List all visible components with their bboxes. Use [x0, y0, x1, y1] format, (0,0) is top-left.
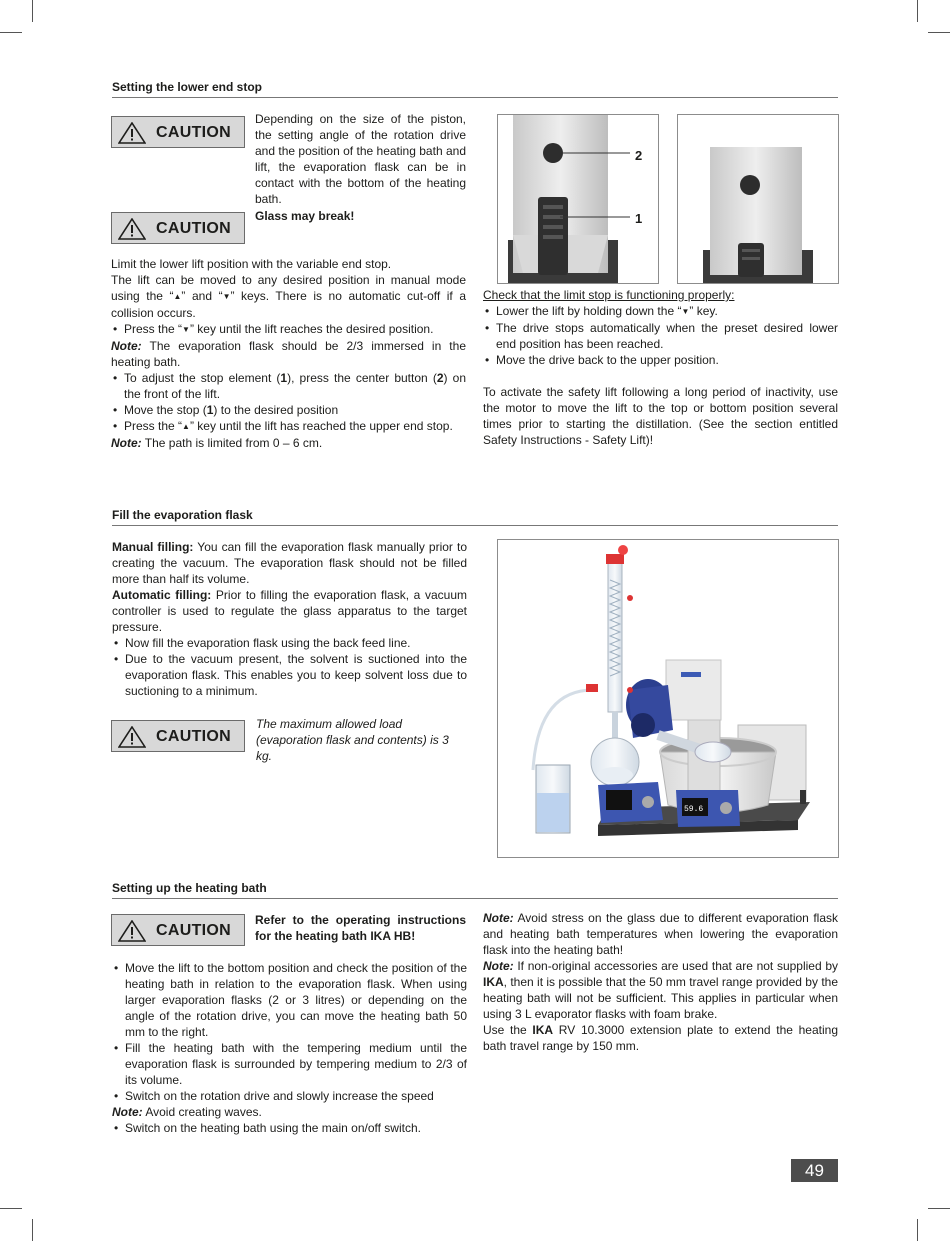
crop-mark [917, 0, 918, 22]
lift-stop-photo [497, 114, 659, 284]
heating-bath-caution-text: Refer to the operating instructions for the heating bath IKA HB! [255, 913, 466, 943]
glass-warning: Glass may break! [255, 209, 355, 223]
check-heading: Check that the limit stop is functioning properly: [483, 288, 735, 302]
figure-label-1: 1 [635, 211, 643, 226]
paragraph: Limit the lower lift position with the variable end stop. [111, 257, 392, 271]
section-title-lower-end-stop: Setting the lower end stop [112, 80, 838, 98]
crop-mark [928, 32, 950, 33]
up-arrow-icon: ▲ [182, 422, 190, 431]
safety-lift-paragraph: To activate the safety lift following a long period of inactivity, use the motor to move the lift to the top or bottom position several times prior to starting the distillation. (See the section entitled Safety Instructions - Safety Lift)! [483, 385, 838, 447]
paragraph: The lift can be moved to any desired position in manual mode using the “▲” and “▼” keys. There is no automatic cut-off if a collision occurs. [111, 273, 466, 320]
heating-bath-notes [483, 910, 838, 1054]
caution-box [111, 212, 245, 244]
lower-end-stop-instructions [111, 256, 466, 451]
caution-label: CAUTION [156, 922, 231, 939]
warning-triangle-icon [118, 122, 146, 144]
list-item: • Move the stop (1) to the desired position [111, 402, 466, 418]
paragraph: Use the IKA RV 10.3000 extension plate to extend the heating bath travel range by 150 mm. [483, 1023, 838, 1053]
crop-mark [32, 0, 33, 22]
caution-label: CAUTION [156, 728, 231, 745]
heating-bath-instructions [112, 960, 467, 1136]
down-arrow-icon: ▼ [182, 325, 190, 334]
list-item: • Switch on the rotation drive and slowly increase the speed [112, 1088, 467, 1104]
note: Note: The evaporation flask should be 2/3 immersed in the heating bath. [111, 339, 466, 369]
paragraph: Automatic filling: Prior to filling the evaporation flask, a vacuum controller is used to regulate the glass apparatus to the target pressure. [112, 588, 467, 634]
warning-triangle-icon [118, 218, 146, 240]
display-right: 59.6 [684, 805, 704, 814]
limit-stop-check [483, 287, 838, 448]
crop-mark [32, 1219, 33, 1241]
caution-text: Depending on the size of the piston, the setting angle of the rotation drive and the position of the heating bath and lift, the evaporation flask can be in contact with the bottom of the heating bath. [255, 112, 466, 206]
list-item: • The drive stops automatically when the preset desired lower end position has been reached. [483, 320, 838, 352]
list-item: • Now fill the evaporation flask using the back feed line. [112, 635, 467, 651]
note: Note: Avoid creating waves. [112, 1105, 262, 1119]
caution-box [111, 116, 245, 148]
crop-mark [928, 1208, 950, 1209]
list-item: • Press the “▲” key until the lift has reached the upper end stop. [111, 418, 466, 435]
paragraph: Manual filling: You can fill the evaporation flask manually prior to creating the vacuum. The evaporation flask should not be filled more than half its volume. [112, 540, 467, 586]
fill-flask-instructions [112, 539, 467, 699]
note: Note: Avoid stress on the glass due to different evaporation flask and heating bath temperatures when lowering the evaporation flask into the heating bath! [483, 911, 838, 957]
section-title-heating-bath: Setting up the heating bath [112, 881, 838, 899]
list-item: • Due to the vacuum present, the solvent is suctioned into the evaporation flask. This enables you to keep solvent loss due to suctioning to a minimum. [112, 651, 467, 699]
caution-box [111, 720, 245, 752]
section-title-fill-flask: Fill the evaporation flask [112, 508, 838, 526]
list-item: • Lower the lift by holding down the “▼” key. [483, 303, 838, 320]
rotary-evaporator-image [497, 539, 839, 858]
list-item: • Move the drive back to the upper position. [483, 352, 838, 368]
note: Note: If non-original accessories are used that are not supplied by IKA, then it is possible that the 50 mm travel range provided by the heating bath will not be sufficient. This applies in particular when using 3 L evaporator flasks with foam brake. [483, 959, 838, 1021]
crop-mark [0, 32, 22, 33]
warning-triangle-icon [118, 726, 146, 748]
figure-label-2: 2 [635, 148, 643, 163]
up-arrow-icon: ▲ [173, 292, 182, 301]
lift-stop-photo-2 [677, 114, 839, 284]
list-item: • Switch on the heating bath using the main on/off switch. [112, 1120, 467, 1136]
list-item: • Fill the heating bath with the tempering medium until the evaporation flask is surrounded by tempering medium to 2/3 of its volume. [112, 1040, 467, 1088]
warning-triangle-icon [118, 920, 146, 942]
caution-label: CAUTION [156, 220, 231, 237]
max-load-text: The maximum allowed load (evaporation flask and contents) is 3 kg. [256, 717, 449, 763]
list-item: • To adjust the stop element (1), press the center button (2) on the front of the lift. [111, 370, 466, 402]
list-item: • Press the “▼” key until the lift reaches the desired position. [111, 321, 466, 338]
list-item: • Move the lift to the bottom position and check the position of the heating bath in relation to the evaporation flask. When using larger evaporation flasks (2 or 3 litres) or depending on the angle of the rotation drive, you can move the heating bath 50 mm to the right. [112, 960, 467, 1040]
crop-mark [917, 1219, 918, 1241]
page-number: 49 [791, 1159, 838, 1182]
down-arrow-icon: ▼ [222, 292, 231, 301]
caution-label: CAUTION [156, 124, 231, 141]
down-arrow-icon: ▼ [681, 307, 690, 316]
caution-box [111, 914, 245, 946]
crop-mark [0, 1208, 22, 1209]
note: Note: The path is limited from 0 – 6 cm. [111, 436, 323, 450]
